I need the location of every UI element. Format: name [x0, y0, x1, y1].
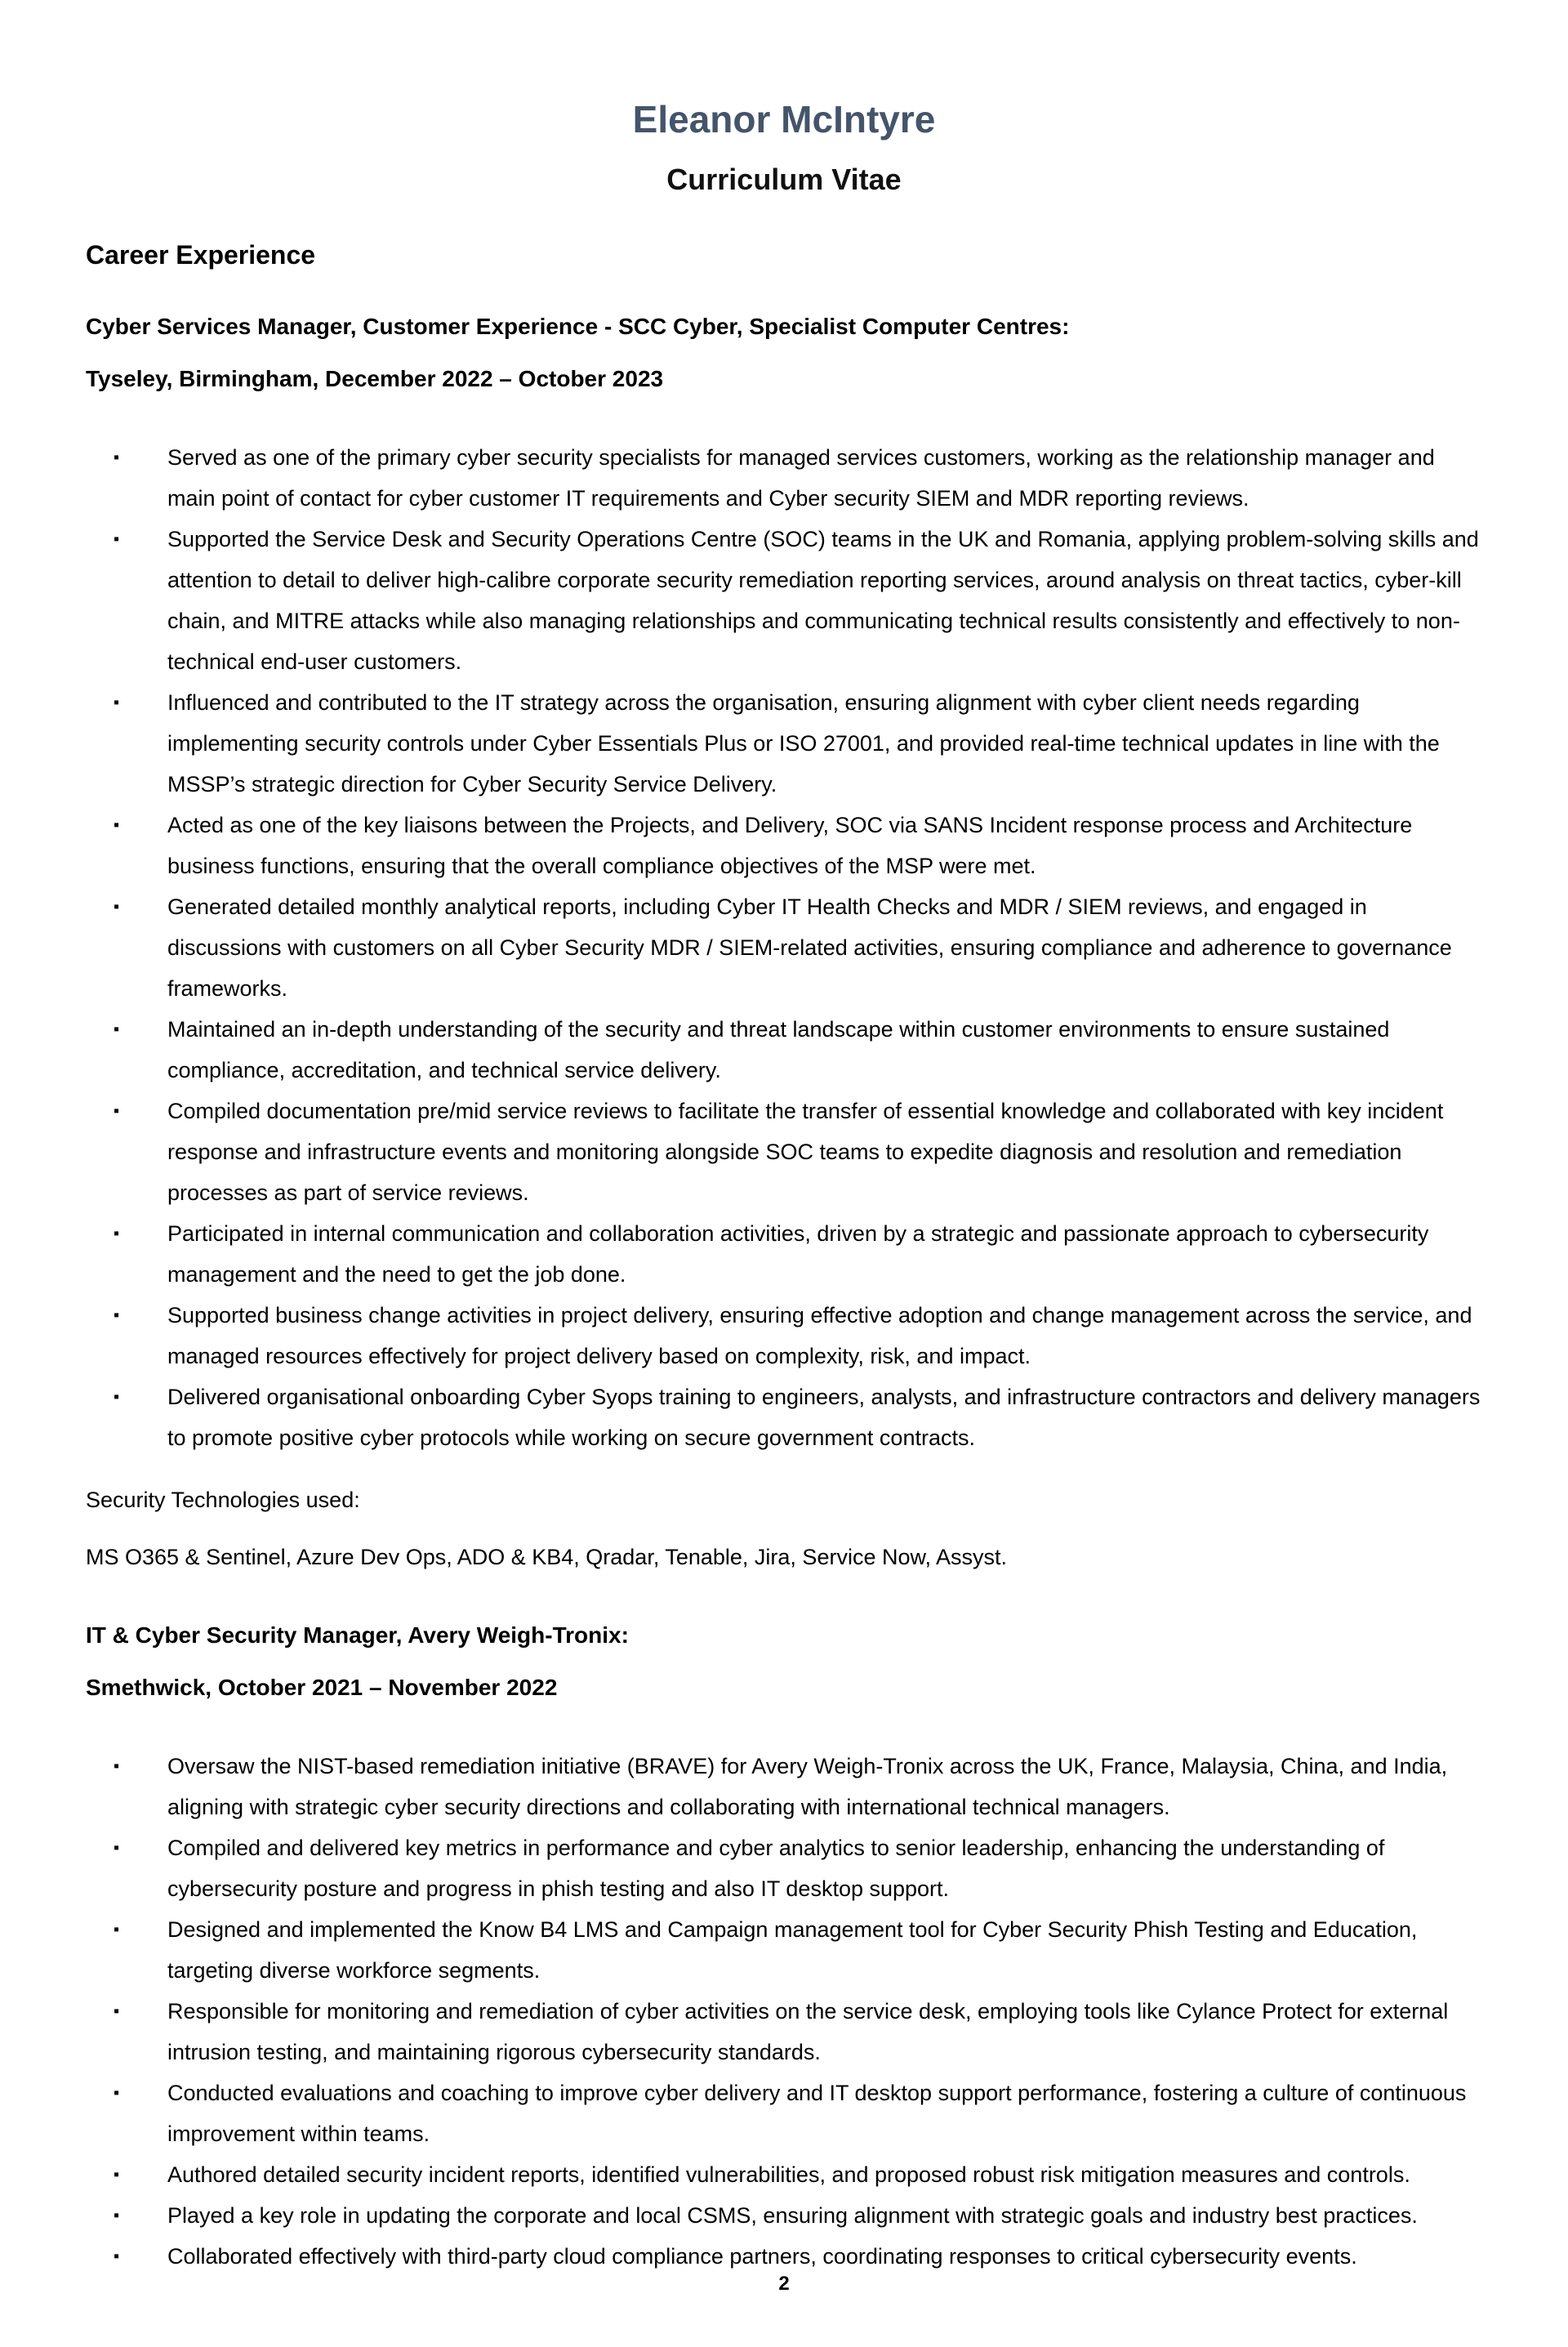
bullet-text: Generated detailed monthly analytical reports, including Cyber IT Health Checks and MDR / SIEM reviews, and engaged in discussions with customers on all Cyber Security MDR / SIEM-related activities, ensuring compliance and adherence to governance frameworks. — [167, 895, 1452, 1002]
job-entry-avery-weigh-tronix — [86, 1615, 1482, 2277]
bullet-text: Influenced and contributed to the IT strategy across the organisation, ensuring alignment with cyber client needs regarding implementing security controls under Cyber Essentials Plus or ISO 27001, and provided real-time technical updates in line with the MSSP’s strategic direction for Cyber Security Service Delivery. — [167, 690, 1440, 797]
bullet-item — [86, 1295, 1482, 1377]
bullet-item — [86, 1377, 1482, 1458]
bullet-icon: ▪ — [114, 1306, 120, 1325]
bullet-item — [86, 2154, 1482, 2195]
document-subtitle: Curriculum Vitae — [666, 162, 902, 196]
bullet-text: Supported the Service Desk and Security Operations Centre (SOC) teams in the UK and Romania, applying problem-solving skills and attention to detail to deliver high-calibre corporate security remediation reporting services, around analysis on threat tactics, cyber-kill chain, and MITRE attacks while also managing relationships and communicating technical results consistently and effectively to non-technical end-user customers. — [167, 527, 1479, 675]
bullet-text: Acted as one of the key liaisons between the Projects, and Delivery, SOC via SANS Incident response process and Architecture business functions, ensuring that the overall compliance objectives of the MSP were met. — [167, 813, 1413, 879]
bullet-icon: ▪ — [114, 1921, 120, 1939]
bullet-item — [86, 1091, 1482, 1213]
bullet-item — [86, 886, 1482, 1009]
bullet-icon: ▪ — [114, 1388, 120, 1407]
bullet-icon: ▪ — [114, 898, 120, 917]
bullet-icon: ▪ — [114, 2247, 120, 2266]
job-title: Cyber Services Manager, Customer Experience - SCC Cyber, Specialist Computer Centres: — [86, 314, 1070, 340]
bullet-icon: ▪ — [114, 2166, 120, 2184]
job-entry-scc-cyber — [86, 306, 1482, 1458]
bullet-item — [86, 1991, 1482, 2073]
bullet-icon: ▪ — [114, 1839, 120, 1858]
bullet-icon: ▪ — [114, 1225, 120, 1243]
bullet-icon: ▪ — [114, 694, 120, 712]
bullet-item — [86, 437, 1482, 519]
document-title: Eleanor McIntyre — [632, 98, 936, 141]
bullet-icon: ▪ — [114, 1102, 120, 1121]
bullet-text: Served as one of the primary cyber security specialists for managed services customers, working as the relationship manager and main point of contact for cyber customer IT requirements and Cyber security SIEM and MDR reporting reviews. — [167, 445, 1435, 511]
bullet-text: Oversaw the NIST-based remediation initiative (BRAVE) for Avery Weigh-Tronix across the UK, France, Malaysia, China, and India, aligning with strategic cyber security directions and collaborating with international technical managers. — [167, 1754, 1448, 1820]
bullet-icon: ▪ — [114, 2084, 120, 2103]
bullet-text: Participated in internal communication and collaboration activities, driven by a strategic and passionate approach to cybersecurity management and the need to get the job done. — [167, 1221, 1429, 1287]
bullet-item — [86, 805, 1482, 886]
bullet-icon: ▪ — [114, 2206, 120, 2225]
job-location-dates: Tyseley, Birmingham, December 2022 – October 2023 — [86, 366, 664, 392]
bullet-item — [86, 1213, 1482, 1295]
bullet-icon: ▪ — [114, 816, 120, 835]
bullet-icon: ▪ — [114, 1020, 120, 1039]
bullet-text: Collaborated effectively with third-party cloud compliance partners, coordinating responses to critical cybersecurity events. — [167, 2244, 1357, 2269]
bullet-icon: ▪ — [114, 530, 120, 549]
bullet-text: Played a key role in updating the corporate and local CSMS, ensuring alignment with strategic goals and industry best practices. — [167, 2203, 1418, 2229]
job-title: IT & Cyber Security Manager, Avery Weigh-Tronix: — [86, 1622, 629, 1649]
bullet-text: Authored detailed security incident reports, identified vulnerabilities, and proposed robust risk mitigation measures and controls. — [167, 2162, 1410, 2188]
bullet-icon: ▪ — [114, 448, 120, 467]
bullet-item — [86, 682, 1482, 805]
bullet-item — [86, 519, 1482, 682]
bullet-item — [86, 1009, 1482, 1091]
job-bullet-list — [86, 1746, 1482, 2277]
bullet-icon: ▪ — [114, 1757, 120, 1776]
bullet-text: Conducted evaluations and coaching to improve cyber delivery and IT desktop support performance, fostering a culture of continuous improvement within teams. — [167, 2081, 1467, 2147]
bullet-item — [86, 1746, 1482, 1827]
bullet-text: Responsible for monitoring and remediation of cyber activities on the service desk, employing tools like Cylance Protect for external intrusion testing, and maintaining rigorous cybersecurity standards. — [167, 1999, 1449, 2065]
bullet-text: Supported business change activities in project delivery, ensuring effective adoption and change management across the service, and managed resources effectively for project delivery based on complexity, risk, and impact. — [167, 1303, 1472, 1369]
job-location-dates: Smethwick, October 2021 – November 2022 — [86, 1675, 558, 1701]
bullet-item — [86, 2073, 1482, 2154]
bullet-item — [86, 1827, 1482, 1909]
bullet-item — [86, 2195, 1482, 2236]
bullet-text: Delivered organisational onboarding Cyber Syops training to engineers, analysts, and infrastructure contractors and delivery managers to promote positive cyber protocols while working on secure government contracts. — [167, 1385, 1481, 1451]
page-number: 2 — [778, 2273, 790, 2295]
bullet-text: Designed and implemented the Know B4 LMS and Campaign management tool for Cyber Security Phish Testing and Education, targeting diverse workforce segments. — [167, 1917, 1418, 1983]
section-heading-career-experience: Career Experience — [86, 239, 316, 270]
security-technologies-list: MS O365 & Sentinel, Azure Dev Ops, ADO & KB4, Qradar, Tenable, Jira, Service Now, Assyst. — [86, 1545, 1008, 1570]
bullet-text: Compiled and delivered key metrics in performance and cyber analytics to senior leadership, enhancing the understanding of cybersecurity posture and progress in phish testing and also IT desktop support. — [167, 1836, 1385, 1902]
bullet-icon: ▪ — [114, 2002, 120, 2021]
bullet-text: Maintained an in-depth understanding of the security and threat landscape within customer environments to ensure sustained compliance, accreditation, and technical service delivery. — [167, 1017, 1390, 1083]
job-bullet-list — [86, 437, 1482, 1458]
bullet-text: Compiled documentation pre/mid service reviews to facilitate the transfer of essential knowledge and collaborated with key incident response and infrastructure events and monitoring alongside SOC teams to expedite diagnosis and resolution and remediation processes as part of service reviews. — [167, 1099, 1444, 1206]
security-technologies-label: Security Technologies used: — [86, 1488, 360, 1513]
bullet-item — [86, 1909, 1482, 1991]
